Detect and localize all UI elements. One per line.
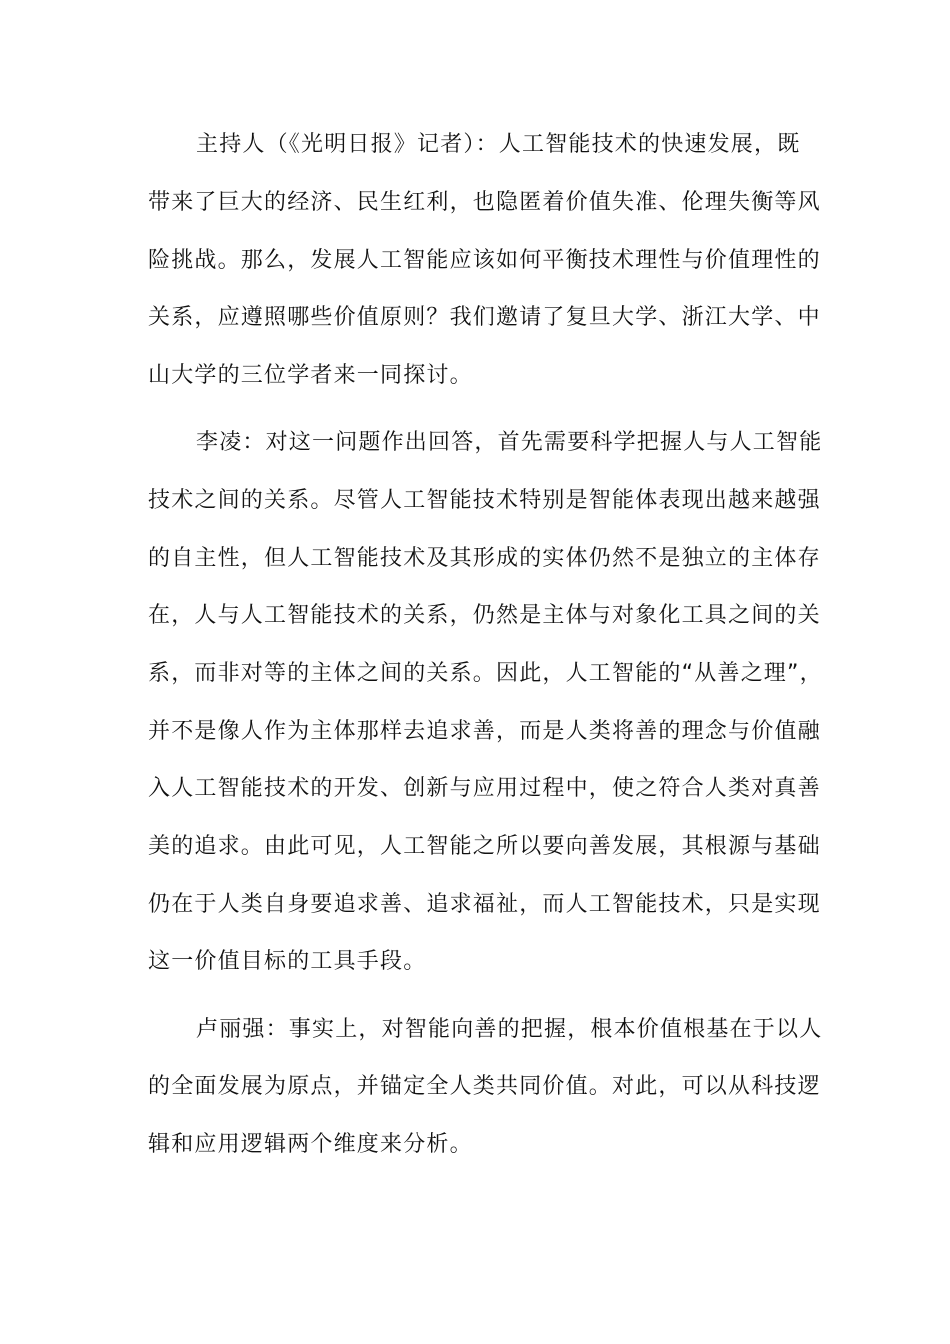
paragraph-2-line-10: 这一价值目标的工具手段。 xyxy=(148,949,427,974)
paragraph-2-line-1: 李凌：对这一问题作出回答，首先需要科学把握人与人工智能 xyxy=(196,430,823,455)
paragraph-2-line-3: 的自主性，但人工智能技术及其形成的实体仍然不是独立的主体存 xyxy=(148,546,821,571)
paragraph-1-line-3: 险挑战。那么，发展人工智能应该如何平衡技术理性与价值理性的 xyxy=(148,248,821,273)
paragraph-2-line-7: 入人工智能技术的开发、创新与应用过程中，使之符合人类对真善 xyxy=(148,776,821,801)
paragraph-2-line-4: 在，人与人工智能技术的关系，仍然是主体与对象化工具之间的关 xyxy=(148,603,821,628)
paragraph-3-line-1: 卢丽强：事实上，对智能向善的把握，根本价值根基在于以人 xyxy=(196,1017,823,1042)
paragraph-1-line-5: 山大学的三位学者来一同探讨。 xyxy=(148,363,473,388)
paragraph-3-line-2: 的全面发展为原点，并锚定全人类共同价值。对此，可以从科技逻 xyxy=(148,1074,821,1099)
paragraph-3-line-3: 辑和应用逻辑两个维度来分析。 xyxy=(148,1132,473,1157)
paragraph-2-line-6: 并不是像人作为主体那样去追求善，而是人类将善的理念与价值融 xyxy=(148,719,821,744)
paragraph-2-line-5: 系，而非对等的主体之间的关系。因此，人工智能的“从善之理”， xyxy=(148,661,823,686)
paragraph-2-line-9: 仍在于人类自身要追求善、追求福祉，而人工智能技术，只是实现 xyxy=(148,892,821,917)
paragraph-1-line-4: 关系，应遵照哪些价值原则？我们邀请了复旦大学、浙江大学、中 xyxy=(148,305,821,330)
paragraph-2-line-2: 技术之间的关系。尽管人工智能技术特别是智能体表现出越来越强 xyxy=(148,488,821,513)
paragraph-1-line-1: 主持人（《光明日报》记者）：人工智能技术的快速发展，既 xyxy=(196,132,801,157)
paragraph-1-line-2: 带来了巨大的经济、民生红利，也隐匿着价值失准、伦理失衡等风 xyxy=(148,190,821,215)
paragraph-2-line-8: 美的追求。由此可见，人工智能之所以要向善发展，其根源与基础 xyxy=(148,834,821,859)
